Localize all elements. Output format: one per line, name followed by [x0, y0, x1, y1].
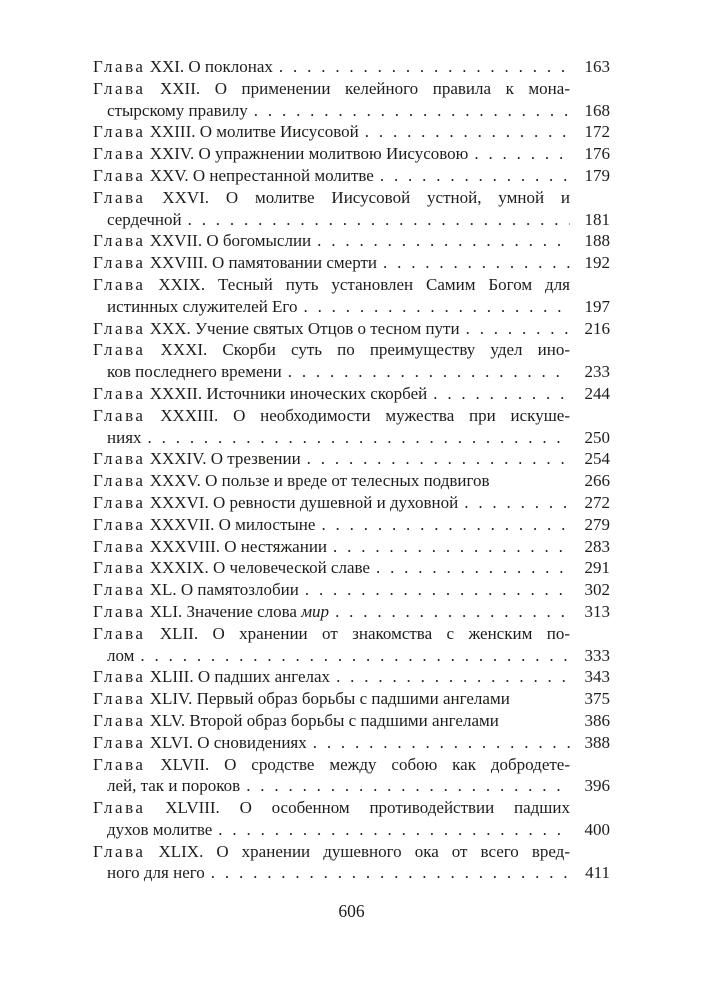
- entry-page-number: 333: [584, 645, 610, 665]
- dot-leader: [376, 557, 570, 579]
- toc-entry-line: [93, 318, 610, 340]
- toc-entry: [93, 470, 610, 492]
- entry-page-number: 272: [584, 492, 610, 512]
- toc-entry-line: [93, 274, 610, 296]
- entry-page-number: 179: [584, 165, 610, 185]
- toc-entry: [93, 841, 610, 885]
- toc-entry: [93, 492, 610, 514]
- dot-leader: [380, 165, 570, 187]
- entry-page-number: 386: [584, 710, 610, 730]
- entry-title: Глава XLI. Значение слова мир: [93, 601, 330, 621]
- chapter-word: Глава: [93, 689, 146, 709]
- dot-leader: [307, 448, 570, 470]
- chapter-word: Глава: [93, 754, 146, 774]
- entry-title: Глава XXII. О применении келейного правила к мона-: [93, 78, 570, 98]
- entry-page-number: 233: [584, 362, 610, 382]
- entry-page-number: 396: [584, 776, 610, 796]
- chapter-word: Глава: [93, 536, 146, 556]
- toc-entry-line: [93, 601, 610, 623]
- entry-title: ниях: [107, 427, 142, 447]
- toc-entry-line: [93, 710, 610, 732]
- entry-page-number: 250: [584, 427, 610, 447]
- chapter-word: Глава: [93, 340, 146, 360]
- dot-leader: [335, 601, 570, 623]
- chapter-word: Глава: [93, 601, 146, 621]
- dot-leader: [288, 361, 570, 383]
- toc-entry-line: [93, 187, 610, 209]
- toc-entry-line: [93, 492, 610, 514]
- toc-entry-line: [93, 56, 610, 78]
- toc-entry: [93, 121, 610, 143]
- entry-title: Глава XXXVI. О ревности душевной и духовной: [93, 492, 459, 512]
- toc-entry-line: [93, 688, 610, 710]
- chapter-word: Глава: [93, 274, 146, 294]
- dot-leader: [303, 296, 570, 318]
- entry-page-number: 266: [584, 471, 610, 491]
- entry-title: Глава XXXI. Скорби суть по преимуществу удел ино-: [93, 340, 570, 360]
- toc-entry-line: [93, 230, 610, 252]
- dot-leader: [254, 100, 570, 122]
- toc-entry-line: [93, 623, 610, 645]
- entry-page-number: 291: [584, 558, 610, 578]
- chapter-word: Глава: [93, 231, 146, 251]
- dot-leader: [140, 645, 570, 667]
- entry-page-number: 216: [584, 318, 610, 338]
- dot-leader: [148, 427, 570, 449]
- dot-leader: [474, 143, 570, 165]
- toc-entry: [93, 536, 610, 558]
- toc-entry: [93, 143, 610, 165]
- toc-entry: [93, 252, 610, 274]
- dot-leader: [317, 230, 570, 252]
- chapter-word: Глава: [93, 798, 146, 818]
- entry-page-number: 313: [584, 601, 610, 621]
- entry-title: духов молитве: [107, 819, 213, 839]
- dot-leader: [211, 862, 570, 884]
- entry-page-number: 176: [584, 144, 610, 164]
- toc-entry-line: [93, 536, 610, 558]
- table-of-contents: [93, 56, 610, 884]
- toc-entry: [93, 318, 610, 340]
- toc-entry-continuation-line: [93, 862, 610, 884]
- entry-title: Глава XLIX. О хранении душевного ока от всего вред-: [93, 841, 570, 861]
- entry-page-number: 388: [584, 732, 610, 752]
- chapter-word: Глава: [93, 318, 146, 338]
- entry-page-number: 244: [584, 383, 610, 403]
- toc-entry: [93, 274, 610, 318]
- toc-entry-line: [93, 754, 610, 776]
- dot-leader: [279, 56, 570, 78]
- entry-title: Глава XXXVIII. О нестяжании: [93, 536, 328, 556]
- toc-entry-line: [93, 514, 610, 536]
- chapter-word: Глава: [93, 78, 146, 98]
- toc-entry-continuation-line: [93, 427, 610, 449]
- entry-title: истинных служителей Его: [107, 296, 298, 316]
- entry-page-number: 343: [584, 667, 610, 687]
- dot-leader: [466, 318, 570, 340]
- toc-entry: [93, 754, 610, 798]
- entry-title: Глава XLVII. О сродстве между собою как добродете-: [93, 754, 570, 774]
- entry-title: Глава XLV. Второй образ борьбы с падшими ангелами: [93, 710, 499, 730]
- entry-title: Глава XXXIX. О человеческой славе: [93, 558, 370, 578]
- toc-entry-line: [93, 143, 610, 165]
- toc-entry-line: [93, 252, 610, 274]
- toc-entry: [93, 732, 610, 754]
- toc-entry: [93, 448, 610, 470]
- entry-page-number: 375: [584, 689, 610, 709]
- toc-entry: [93, 710, 610, 732]
- entry-page-number: 163: [584, 57, 610, 76]
- dot-leader: [433, 383, 570, 405]
- entry-page-number: 168: [584, 100, 610, 120]
- chapter-word: Глава: [93, 732, 146, 752]
- italic-term: мир: [301, 601, 330, 621]
- entry-title: Глава XXXII. Источники иноческих скорбей: [93, 383, 428, 403]
- chapter-word: Глава: [93, 667, 146, 687]
- toc-entry: [93, 56, 610, 78]
- entry-title: лом: [107, 645, 135, 665]
- toc-entry: [93, 579, 610, 601]
- entry-title: Глава XLIII. О падших ангелах: [93, 667, 331, 687]
- chapter-word: Глава: [93, 449, 146, 469]
- chapter-word: Глава: [93, 623, 146, 643]
- toc-entry-line: [93, 448, 610, 470]
- toc-entry: [93, 339, 610, 383]
- toc-entry: [93, 230, 610, 252]
- chapter-word: Глава: [93, 57, 146, 76]
- entry-title: Глава XL. О памятозлобии: [93, 580, 299, 600]
- chapter-word: Глава: [93, 165, 146, 185]
- entry-title: Глава XXIX. Тесный путь установлен Самим Богом для: [93, 274, 570, 294]
- entry-title: Глава XXIII. О молитве Иисусовой: [93, 122, 359, 142]
- chapter-word: Глава: [93, 558, 146, 578]
- toc-entry-line: [93, 121, 610, 143]
- entry-page-number: 400: [584, 819, 610, 839]
- chapter-word: Глава: [93, 122, 146, 142]
- entry-title: Глава XXVII. О богомыслии: [93, 231, 312, 251]
- dot-leader: [313, 732, 570, 754]
- entry-title: Глава XXXV. О пользе и вреде от телесных подвигов: [93, 471, 490, 491]
- chapter-word: Глава: [93, 471, 146, 491]
- entry-title: сердечной: [107, 209, 182, 229]
- entry-title: Глава XXI. О поклонах: [93, 57, 273, 76]
- chapter-word: Глава: [93, 580, 146, 600]
- toc-entry-line: [93, 557, 610, 579]
- chapter-word: Глава: [93, 514, 146, 534]
- entry-title: Глава XXX. Учение святых Отцов о тесном пути: [93, 318, 460, 338]
- entry-title: лей, так и пороков: [107, 776, 241, 796]
- toc-entry-continuation-line: [93, 819, 610, 841]
- entry-title: Глава XXXIV. О трезвении: [93, 449, 301, 469]
- entry-title: Глава XLVI. О сновидениях: [93, 732, 307, 752]
- chapter-word: Глава: [93, 144, 146, 164]
- entry-title: Глава XXIV. О упражнении молитвою Иисусовою: [93, 144, 469, 164]
- chapter-word: Глава: [93, 187, 146, 207]
- toc-entry-line: [93, 405, 610, 427]
- dot-leader: [336, 666, 570, 688]
- toc-entry-line: [93, 165, 610, 187]
- chapter-word: Глава: [93, 841, 146, 861]
- dot-leader: [321, 514, 570, 536]
- entry-page-number: 188: [584, 231, 610, 251]
- chapter-word: Глава: [93, 710, 146, 730]
- entry-page-number: 302: [584, 580, 610, 600]
- entry-page-number: 411: [585, 863, 610, 883]
- toc-entry-line: [93, 383, 610, 405]
- entry-title: Глава XXXIII. О необходимости мужества при искуше-: [93, 405, 570, 425]
- entry-title: ного для него: [107, 863, 205, 883]
- entry-title: Глава XXV. О непрестанной молитве: [93, 165, 374, 185]
- toc-entry: [93, 165, 610, 187]
- toc-entry: [93, 557, 610, 579]
- dot-leader: [333, 536, 570, 558]
- dot-leader: [365, 121, 570, 143]
- toc-entry: [93, 78, 610, 122]
- toc-entry: [93, 383, 610, 405]
- toc-entry: [93, 688, 610, 710]
- toc-entry: [93, 666, 610, 688]
- toc-entry: [93, 405, 610, 449]
- entry-page-number: 172: [584, 122, 610, 142]
- toc-entry-continuation-line: [93, 296, 610, 318]
- toc-entry-line: [93, 732, 610, 754]
- toc-entry: [93, 187, 610, 231]
- entry-page-number: 181: [584, 209, 610, 229]
- toc-entry: [93, 514, 610, 536]
- dot-leader: [218, 819, 570, 841]
- toc-entry-line: [93, 339, 610, 361]
- dot-leader: [305, 579, 570, 601]
- entry-title: Глава XXVIII. О памятовании смерти: [93, 253, 377, 273]
- toc-entry-line: [93, 78, 610, 100]
- chapter-word: Глава: [93, 492, 146, 512]
- toc-entry-continuation-line: [93, 100, 610, 122]
- entry-page-number: 283: [584, 536, 610, 556]
- toc-entry-continuation-line: [93, 645, 610, 667]
- dot-leader: [246, 775, 570, 797]
- chapter-word: Глава: [93, 253, 146, 273]
- page-number-folio: 606: [338, 901, 365, 922]
- toc-entry-line: [93, 841, 610, 863]
- toc-entry-line: [93, 666, 610, 688]
- toc-entry-line: [93, 470, 610, 492]
- toc-entry: [93, 797, 610, 841]
- toc-entry-line: [93, 797, 610, 819]
- entry-title: Глава XLVIII. О особенном противодействии падших: [93, 798, 570, 818]
- entry-page-number: 192: [584, 253, 610, 273]
- toc-entry-continuation-line: [93, 775, 610, 797]
- dot-leader: [464, 492, 570, 514]
- entry-title: Глава XXXVII. О милостыне: [93, 514, 316, 534]
- toc-entry-line: [93, 579, 610, 601]
- dot-leader: [383, 252, 570, 274]
- entry-page-number: 197: [584, 296, 610, 316]
- entry-title: Глава XLIV. Первый образ борьбы с падшими ангелами: [93, 689, 510, 709]
- chapter-word: Глава: [93, 405, 146, 425]
- entry-title: Глава XLII. О хранении от знакомства с женским по-: [93, 623, 570, 643]
- chapter-word: Глава: [93, 383, 146, 403]
- toc-entry: [93, 623, 610, 667]
- toc-entry-continuation-line: [93, 361, 610, 383]
- entry-title: Глава XXVI. О молитве Иисусовой устной, умной и: [93, 187, 570, 207]
- entry-page-number: 279: [584, 514, 610, 534]
- toc-entry: [93, 601, 610, 623]
- entry-title: ков последнего времени: [107, 362, 282, 382]
- dot-leader: [188, 209, 570, 231]
- toc-entry-continuation-line: [93, 209, 610, 231]
- entry-page-number: 254: [584, 449, 610, 469]
- entry-title: стырскому правилу: [107, 100, 248, 120]
